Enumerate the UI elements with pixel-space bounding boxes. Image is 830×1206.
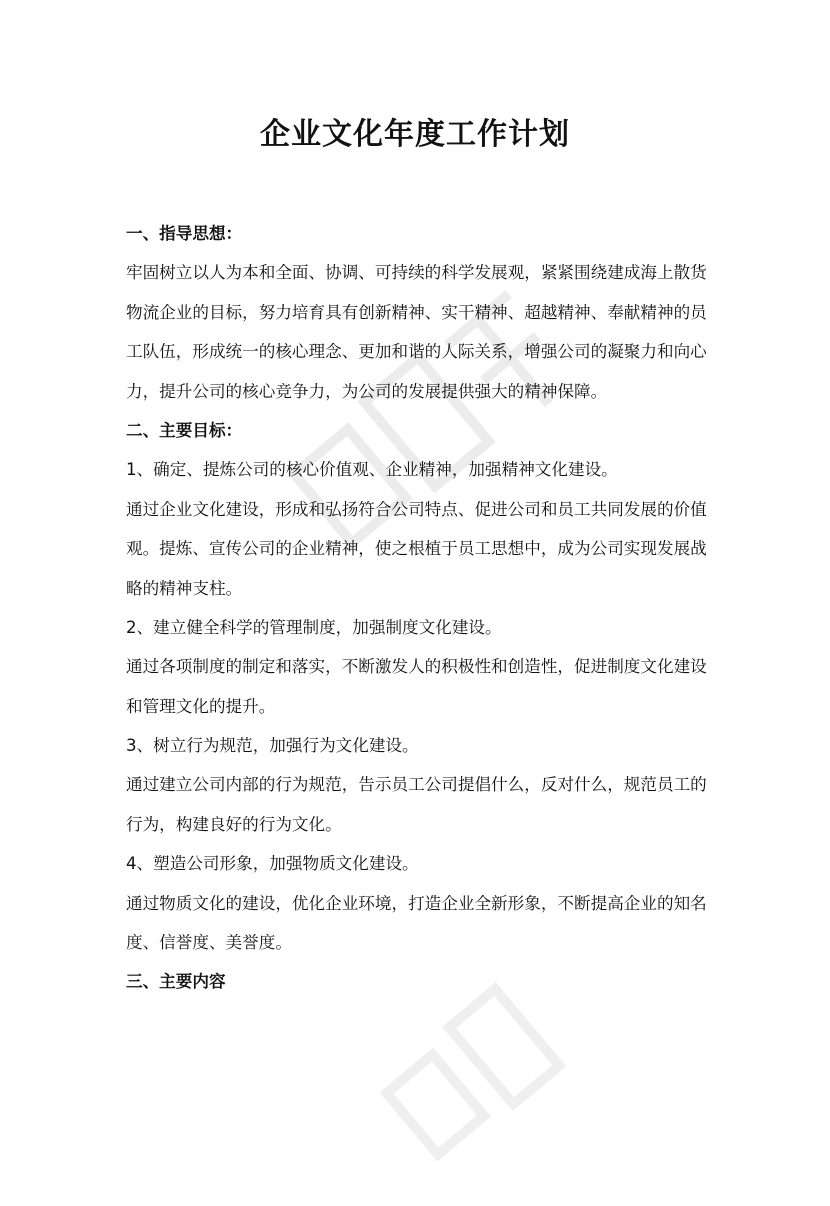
body-line: 力，提升公司的核心竞争力，为公司的发展提供强大的精神保障。 bbox=[126, 381, 608, 401]
body-line: 观。提炼、宣传公司的企业精神，使之根植于员工思想中，成为公司实现发展战 bbox=[126, 539, 707, 559]
document-body bbox=[126, 214, 712, 1002]
section-heading: 三、主要内容 bbox=[126, 971, 226, 992]
body-line: 行为，构建良好的行为文化。 bbox=[126, 814, 342, 834]
body-line: 物流企业的目标，努力培育具有创新精神、实干精神、超越精神、奉献精神的员 bbox=[126, 302, 707, 322]
section-heading: 一、指导思想： bbox=[126, 223, 243, 243]
document-title: 企业文化年度工作计划 bbox=[260, 117, 570, 152]
body-line: 通过物质文化的建设，优化企业环境，打造企业全新形象，不断提高企业的知名 bbox=[126, 893, 707, 913]
body-line: 通过企业文化建设，形成和弘扬符合公司特点、促进公司和员工共同发展的价值 bbox=[126, 499, 707, 519]
body-line: 略的精神支柱。 bbox=[126, 578, 243, 598]
section-heading: 二、主要目标： bbox=[126, 419, 243, 440]
body-line: 通过建立公司内部的行为规范，告示员工公司提倡什么，反对什么，规范员工的 bbox=[126, 775, 707, 795]
body-line: 牢固树立以人为本和全面、协调、可持续的科学发展观，紧紧围绕建成海上散货 bbox=[126, 263, 707, 283]
body-line: 2、建立健全科学的管理制度，加强制度文化建设。 bbox=[126, 617, 502, 637]
body-line: 3、树立行为规范，加强行为文化建设。 bbox=[126, 736, 419, 756]
body-line: 和管理文化的提升。 bbox=[126, 696, 276, 716]
body-line: 通过各项制度的制定和落实，不断激发人的积极性和创造性，促进制度文化建设 bbox=[126, 657, 707, 677]
body-line: 4、塑造公司形象，加强物质文化建设。 bbox=[126, 854, 419, 874]
body-line: 度、信誉度、美誉度。 bbox=[126, 933, 292, 953]
body-line: 1、确定、提炼公司的核心价值观、企业精神，加强精神文化建设。 bbox=[126, 460, 618, 480]
body-line: 工队伍，形成统一的核心理念、更加和谐的人际关系，增强公司的凝聚力和向心 bbox=[126, 342, 707, 362]
